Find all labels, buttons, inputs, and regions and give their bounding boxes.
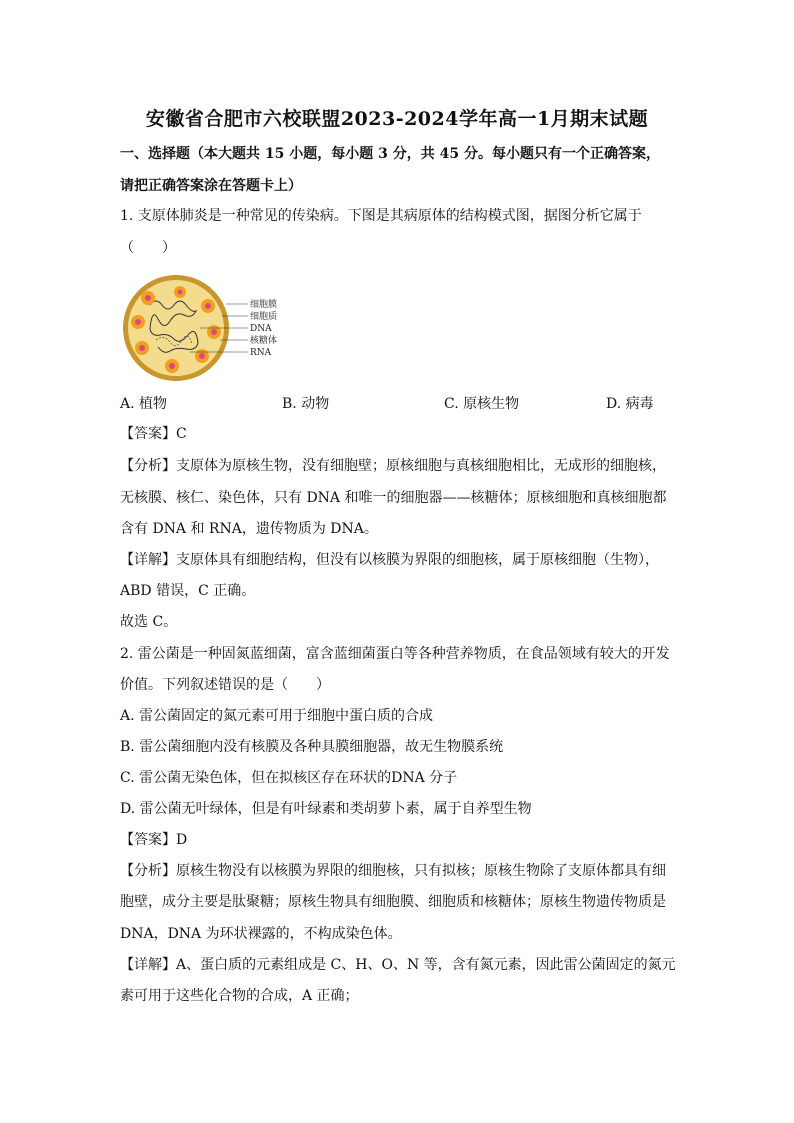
q1-detail-line2: ABD 错误，C 正确。 xyxy=(120,583,256,599)
q2-answer: 【答案】D xyxy=(120,832,188,848)
page-title: 安徽省合肥市六校联盟2023-2024学年高一1月期末试题 xyxy=(145,108,649,130)
q2-analysis-line3: DNA，DNA 为环状裸露的，不构成染色体。 xyxy=(120,926,402,942)
label-cell-membrane: 细胞膜 xyxy=(250,300,278,310)
q2-stem-line1: 2. 雷公菌是一种固氮蓝细菌，富含蓝细菌蛋白等各种营养物质，在食品领域有较大的开发 xyxy=(120,646,670,662)
label-ribosome: 核糖体 xyxy=(250,336,278,346)
q2-analysis-line1: 【分析】原核生物没有以核膜为界限的细胞核，只有拟核；原核生物除了支原体都具有细 xyxy=(120,863,666,879)
q2-option-d: D. 雷公菌无叶绿体，但是有叶绿素和类胡萝卜素，属于自养型生物 xyxy=(120,801,532,817)
q1-stem-line1: 1. 支原体肺炎是一种常见的传染病。下图是其病原体的结构模式图，据图分析它属于 xyxy=(120,208,642,224)
q1-option-a: A. 植物 xyxy=(120,396,168,412)
q1-analysis-line3: 含有 DNA 和 RNA，遗传物质为 DNA。 xyxy=(120,521,378,537)
q1-conclusion: 故选 C。 xyxy=(120,614,178,630)
q2-detail-line1: 【详解】A、蛋白质的元素组成是 C、H、O、N 等，含有氮元素，因此雷公菌固定的氮元 xyxy=(120,957,676,973)
label-cytoplasm: 细胞质 xyxy=(250,312,278,322)
q2-stem-line2: 价值。下列叙述错误的是（ ） xyxy=(120,677,330,693)
mycoplasma-structure-diagram xyxy=(120,270,300,385)
q1-stem-line2: （ ） xyxy=(120,240,176,256)
label-dna: DNA xyxy=(250,324,272,334)
q1-option-c: C. 原核生物 xyxy=(444,396,520,412)
q1-option-b: B. 动物 xyxy=(282,396,330,412)
q2-option-b: B. 雷公菌细胞内没有核膜及各种具膜细胞器，故无生物膜系统 xyxy=(120,739,504,755)
q2-detail-line2: 素可用于这些化合物的合成，A 正确； xyxy=(120,988,359,1004)
q2-option-c: C. 雷公菌无染色体，但在拟核区存在环状的DNA 分子 xyxy=(120,770,458,786)
q1-detail-line1: 【详解】支原体具有细胞结构，但没有以核膜为界限的细胞核，属于原核细胞（生物）， xyxy=(120,552,659,568)
section-heading-line2: 请把正确答案涂在答题卡上） xyxy=(120,178,302,194)
q1-analysis-line2: 无核膜、核仁、染色体，只有 DNA 和唯一的细胞器——核糖体；原核细胞和真核细胞都 xyxy=(120,490,667,506)
q1-answer: 【答案】C xyxy=(120,426,187,442)
q1-analysis-line1: 【分析】支原体为原核生物，没有细胞壁；原核细胞与真核细胞相比，无成形的细胞核， xyxy=(120,458,666,474)
label-rna: RNA xyxy=(250,348,272,358)
section-heading-line1: 一、选择题（本大题共 15 小题，每小题 3 分，共 45 分。每小题只有一个正确答案， xyxy=(120,146,660,162)
q2-analysis-line2: 胞壁，成分主要是肽聚糖；原核生物具有细胞膜、细胞质和核糖体；原核生物遗传物质是 xyxy=(120,894,666,910)
q2-option-a: A. 雷公菌固定的氮元素可用于细胞中蛋白质的合成 xyxy=(120,708,434,724)
q1-option-d: D. 病毒 xyxy=(606,396,654,412)
